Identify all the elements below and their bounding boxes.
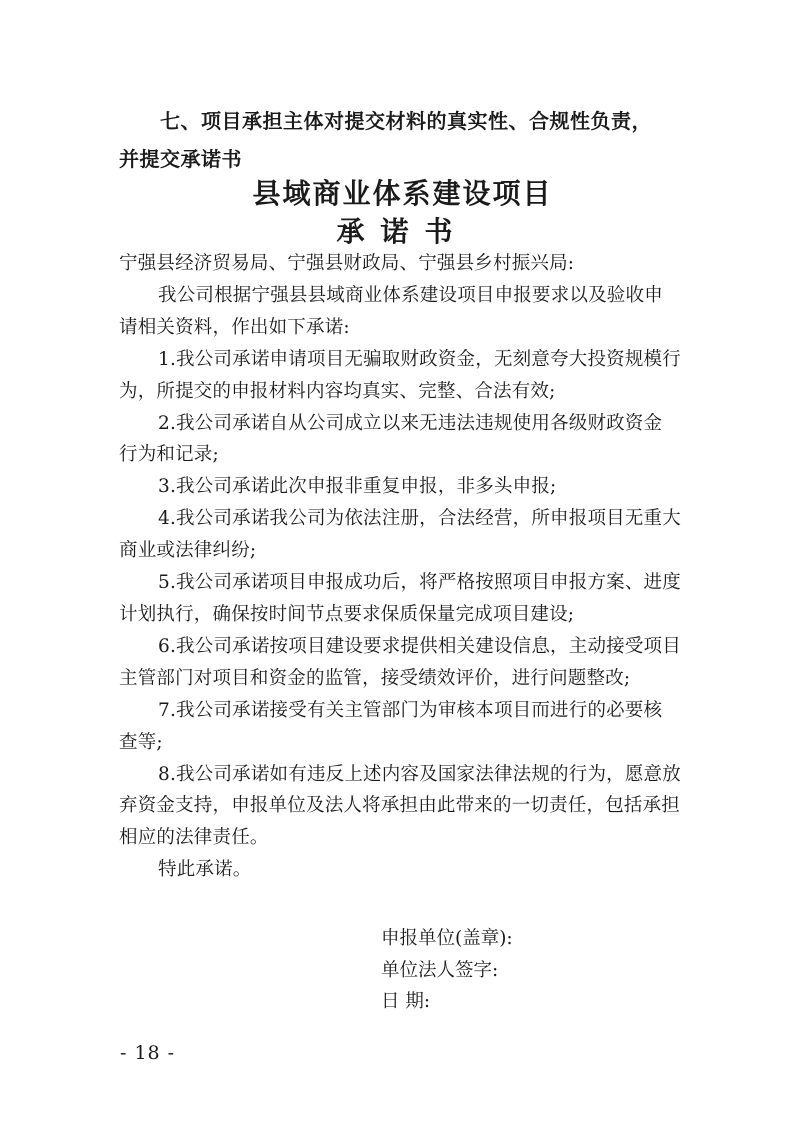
closing-statement: 特此承诺。 bbox=[158, 859, 252, 881]
commitment-item-8-cont: 弃资金支持，申报单位及法人将承担由此带来的一切责任，包括承担 bbox=[119, 795, 681, 817]
commitment-item-1: 1.我公司承诺申请项目无骗取财政资金，无刻意夸大投资规模行 bbox=[158, 348, 681, 370]
document-subtitle: 承诺书 bbox=[336, 215, 469, 248]
commitment-item-8: 8.我公司承诺如有违反上述内容及国家法律法规的行为，愿意放 bbox=[158, 763, 681, 785]
commitment-item-4-cont: 商业或法律纠纷; bbox=[119, 540, 257, 562]
commitment-item-3: 3.我公司承诺此次申报非重复申报，非多头申报; bbox=[158, 476, 557, 498]
commitment-item-6-cont: 主管部门对项目和资金的监管，接受绩效评价，进行问题整改; bbox=[119, 667, 631, 689]
intro-line: 请相关资料，作出如下承诺: bbox=[119, 316, 350, 338]
addressee: 宁强县经济贸易局、宁强县财政局、宁强县乡村振兴局: bbox=[119, 253, 575, 274]
legal-rep-signature-label: 单位法人签字: bbox=[381, 959, 499, 981]
page-number: - 18 - bbox=[120, 1042, 176, 1064]
commitment-item-2: 2.我公司承诺自从公司成立以来无违法违规使用各级财政资金 bbox=[158, 412, 663, 434]
signature-block bbox=[381, 923, 513, 1018]
commitment-item-2-cont: 行为和记录; bbox=[119, 444, 219, 466]
date-label-right: 期: bbox=[405, 991, 431, 1012]
commitment-item-7: 7.我公司承诺接受有关主管部门为审核本项目而进行的必要核 bbox=[158, 699, 663, 721]
commitment-item-6: 6.我公司承诺按项目建设要求提供相关建设信息，主动接受项目 bbox=[158, 635, 681, 657]
section-heading-line2: 并提交承诺书 bbox=[119, 147, 242, 171]
section-heading-line1: 七、项目承担主体对提交材料的真实性、合规性负责， bbox=[160, 109, 652, 133]
date-label bbox=[381, 986, 506, 1018]
intro-line: 我公司根据宁强县县域商业体系建设项目申报要求以及验收申 bbox=[158, 284, 663, 306]
commitment-item-1-cont: 为，所提交的申报材料内容均真实、完整、合法有效; bbox=[119, 380, 556, 402]
commitment-item-4: 4.我公司承诺我公司为依法注册，合法经营，所申报项目无重大 bbox=[158, 508, 681, 530]
commitment-item-7-cont: 查等; bbox=[119, 731, 163, 753]
commitment-item-5-cont: 计划执行，确保按时间节点要求保质保量完成项目建设; bbox=[119, 603, 575, 625]
commitment-item-8-cont: 相应的法律责任。 bbox=[119, 827, 269, 849]
applicant-unit-seal-label: 申报单位(盖章): bbox=[381, 928, 513, 949]
commitment-item-5: 5.我公司承诺项目申报成功后，将严格按照项目申报方案、进度 bbox=[158, 572, 681, 594]
document-title: 县域商业体系建设项目 bbox=[252, 177, 553, 210]
date-label-left: 日 bbox=[381, 991, 400, 1012]
letter-body bbox=[119, 248, 679, 886]
